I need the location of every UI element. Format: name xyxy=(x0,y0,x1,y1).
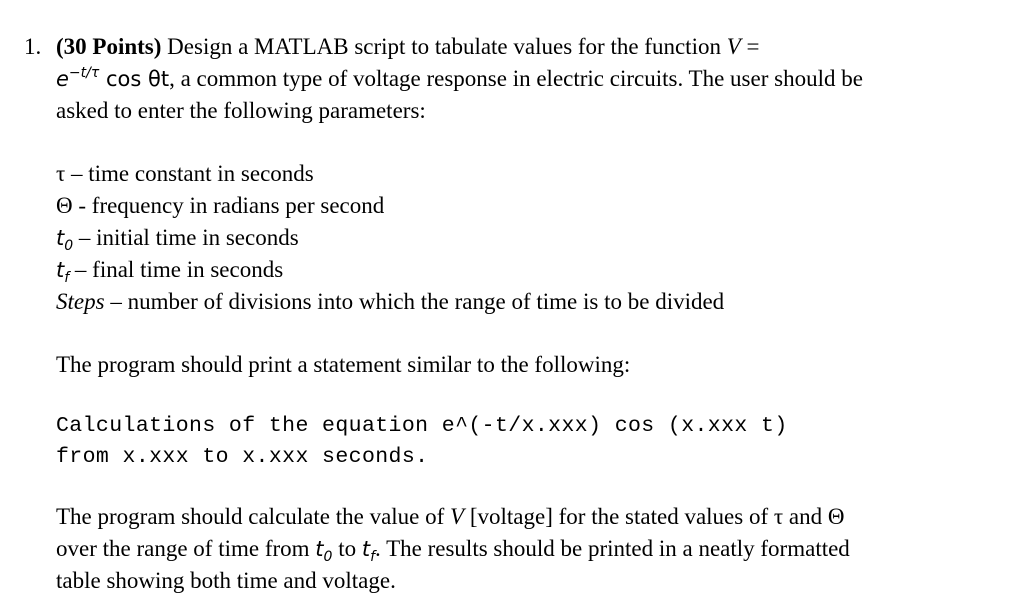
param-symbol: τ xyxy=(56,161,66,186)
closing-paragraph xyxy=(56,501,986,597)
points-label: (30 Points) xyxy=(56,34,162,59)
equals-sign: = xyxy=(740,34,760,59)
code-line: Calculations of the equation e^(-t/x.xxx) cos (x.xxx t) xyxy=(56,414,788,438)
theta-symbol: Θ xyxy=(827,504,845,529)
closing-text: and xyxy=(783,504,828,529)
param-tau xyxy=(56,158,986,190)
intro-line-3: asked to enter the following parameters: xyxy=(56,98,426,123)
tau-symbol: τ xyxy=(773,504,784,529)
param-steps xyxy=(56,286,986,318)
closing-text: to xyxy=(332,536,362,561)
closing-text: . The results should be printed in a neatly formatted xyxy=(375,536,850,561)
param-subscript: f xyxy=(64,270,70,286)
print-statement-paragraph: The program should print a statement similar to the following: xyxy=(56,352,631,377)
tf-symbol: t xyxy=(361,537,371,561)
voltage-variable: V xyxy=(450,504,465,529)
closing-line-2 xyxy=(56,533,986,565)
intro-line-1 xyxy=(56,31,986,63)
closing-line-1 xyxy=(56,501,986,533)
problem-intro xyxy=(56,31,986,127)
intro-text: Design a MATLAB script to tabulate values for the function xyxy=(161,34,727,59)
closing-text: The program should calculate the value of xyxy=(56,504,451,529)
param-description: – final time in seconds xyxy=(69,257,284,282)
cos-expression: cos θt xyxy=(99,67,170,91)
closing-text: over the range of time from xyxy=(56,536,316,561)
t0-symbol: t xyxy=(315,537,324,561)
code-line: from x.xxx to x.xxx seconds. xyxy=(56,445,429,469)
param-symbol: Θ xyxy=(56,193,73,218)
param-symbol: t xyxy=(56,258,65,282)
exp-base: e xyxy=(56,67,69,91)
param-tf xyxy=(56,254,986,286)
param-symbol: t xyxy=(56,226,65,250)
tf-subscript: f xyxy=(370,549,376,565)
intro-line-2-rest: , a common type of voltage response in electric circuits. The user should be xyxy=(169,66,863,91)
param-theta xyxy=(56,190,986,222)
sample-output-code xyxy=(56,411,788,473)
parameter-list xyxy=(56,158,986,318)
param-description: – number of divisions into which the range of time is to be divided xyxy=(104,289,725,314)
closing-line-3: table showing both time and voltage. xyxy=(56,568,396,593)
param-symbol: Steps xyxy=(56,289,105,314)
function-variable: V xyxy=(726,34,741,59)
param-subscript: 0 xyxy=(64,238,74,254)
param-description: – time constant in seconds xyxy=(65,161,314,186)
param-description: - frequency in radians per second xyxy=(72,193,385,218)
intro-line-2 xyxy=(56,63,986,95)
param-description: – initial time in seconds xyxy=(73,225,299,250)
closing-text: [voltage] for the stated values of xyxy=(464,504,774,529)
exp-power: −t/τ xyxy=(68,65,100,81)
question-number: 1. xyxy=(24,34,42,59)
param-t0 xyxy=(56,222,986,254)
t0-subscript: 0 xyxy=(323,549,333,565)
